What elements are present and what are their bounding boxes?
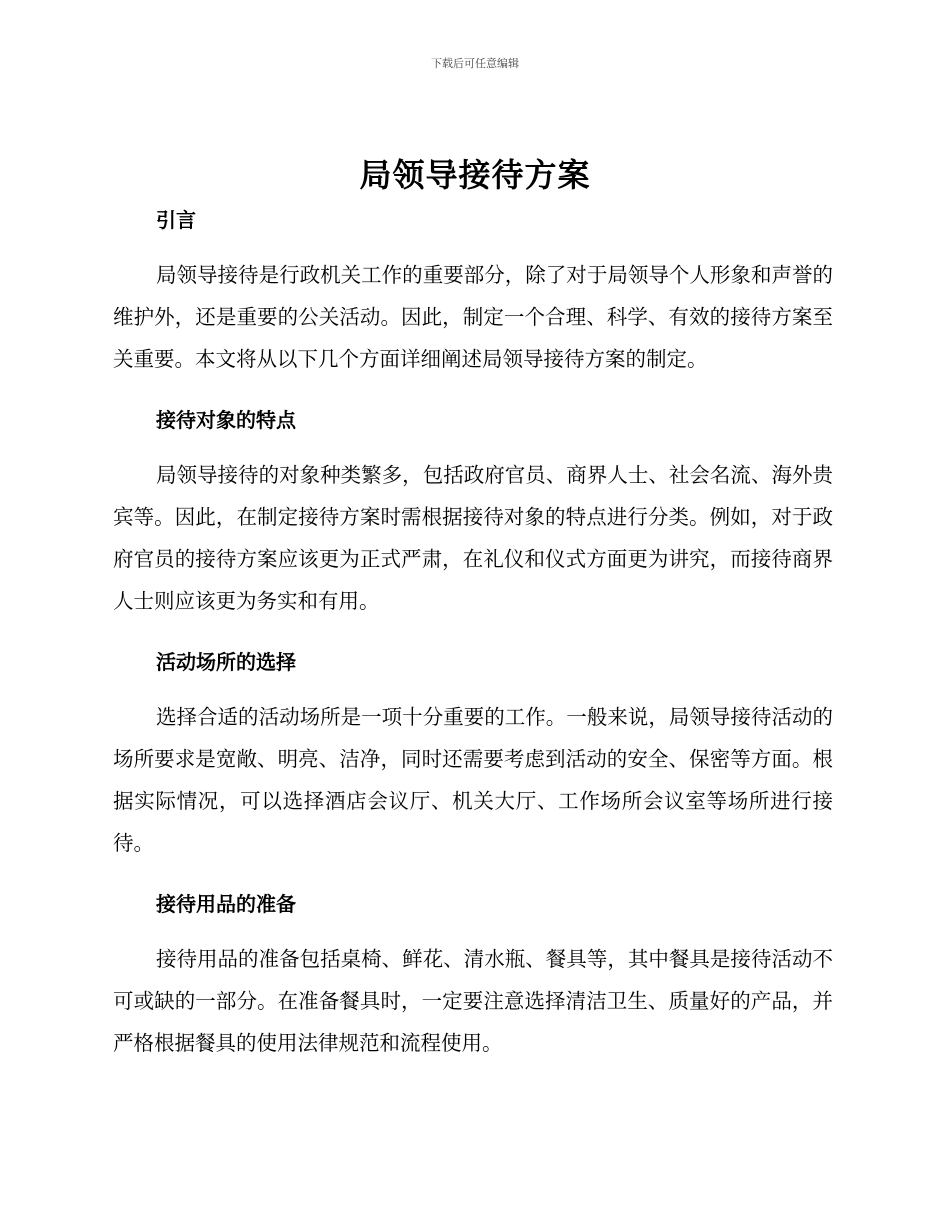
section-heading: 引言 — [156, 208, 196, 232]
section-paragraph: 接待用品的准备包括桌椅、鲜花、清水瓶、餐具等，其中餐具是接待活动不可或缺的一部分。在准备餐具时，一定要注意选择清洁卫生、质量好的产品，并严格根据餐具的使用法律规范和流程使用。 — [113, 947, 833, 1055]
section-venue-selection — [113, 642, 833, 884]
section-introduction — [113, 200, 833, 400]
section-paragraph: 选择合适的活动场所是一项十分重要的工作。一般来说，局领导接待活动的场所要求是宽敞、明亮、洁净，同时还需要考虑到活动的安全、保密等方面。根据实际情况，可以选择酒店会议厅、机关大厅、工作场所会议室等场所进行接待。 — [113, 705, 833, 855]
section-paragraph: 局领导接待是行政机关工作的重要部分，除了对于局领导个人形象和声誉的维护外，还是重要的公关活动。因此，制定一个合理、科学、有效的接待方案至关重要。本文将从以下几个方面详细阐述局领导接待方案的制定。 — [113, 263, 833, 371]
section-heading: 活动场所的选择 — [156, 650, 296, 674]
document-body — [113, 200, 833, 1064]
document-title: 局领导接待方案 — [359, 156, 591, 194]
header-note: 下载后可任意编辑 — [431, 57, 519, 70]
section-heading: 接待对象的特点 — [156, 408, 296, 432]
section-reception-targets — [113, 400, 833, 642]
section-heading: 接待用品的准备 — [156, 892, 296, 916]
section-supplies-preparation — [113, 884, 833, 1064]
section-paragraph: 局领导接待的对象种类繁多，包括政府官员、商界人士、社会名流、海外贵宾等。因此，在制定接待方案时需根据接待对象的特点进行分类。例如，对于政府官员的接待方案应该更为正式严肃，在礼仪和仪式方面更为讲究，而接待商界人士则应该更为务实和有用。 — [113, 463, 833, 613]
